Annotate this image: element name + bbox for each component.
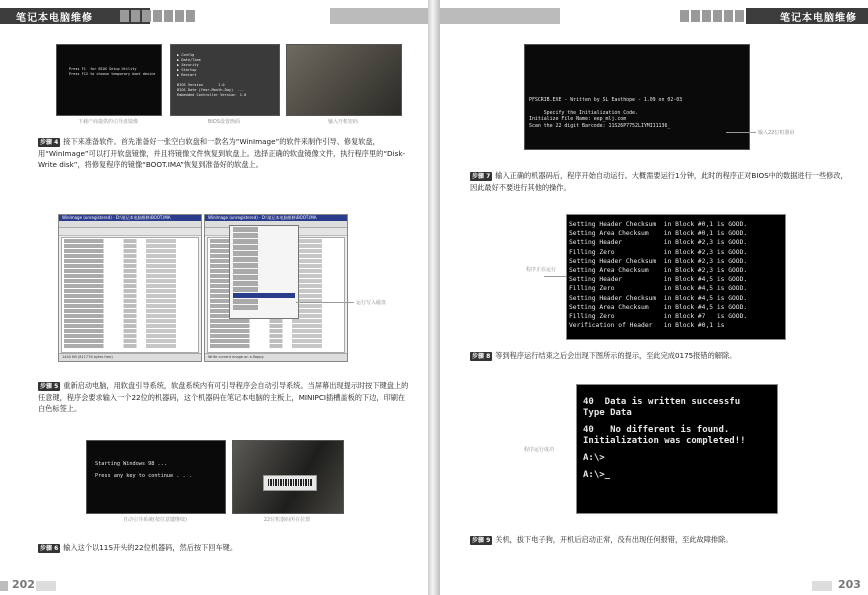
callout-input-line (726, 132, 756, 133)
step8-text: 等到程序运行结束之后会出现下图所示的提示，至此完成0175报错的解除。 (495, 351, 737, 360)
right-page-number: 203 (838, 578, 861, 591)
checksum-line: Filling Zero in Block #4,5 is GOOD. (569, 285, 748, 293)
callout-write-line (296, 302, 354, 303)
winimage-statusbar-1: 1440 KB (811776 bytes free) (59, 353, 201, 361)
winimage-filelist-1 (61, 237, 199, 353)
final-line: 40 No different is found. (583, 425, 730, 435)
checksum-screenshot (566, 214, 786, 340)
checksum-line: Filling Zero in Block #7 is GOOD. (569, 313, 748, 321)
dos-screen-text: Starting Windows 98 ... Press any key to continue . . . (95, 461, 192, 479)
step7-paragraph (470, 170, 848, 193)
final-screenshot (576, 384, 778, 514)
caption-password: 输入开机密码 (327, 119, 358, 125)
final-line: Type Data (583, 408, 632, 418)
caption-bios: BIOS设置画面 (207, 119, 240, 125)
winimage-menubar-1 (59, 221, 201, 228)
right-header-decoration (680, 10, 755, 22)
boot-screen-text: Press F1 for BIOS Setup Utility Press F12 to choose temporary boot device (69, 67, 156, 76)
right-header-title: 笔记本电脑维修 (780, 13, 857, 24)
password-photo (286, 44, 402, 116)
left-page-number: 202 (12, 578, 35, 591)
step9-paragraph (470, 534, 848, 546)
left-header-right-bar (330, 8, 428, 24)
checksum-line: Setting Area Checksum in Block #2,3 is GOOD. (569, 267, 748, 275)
step6-paragraph (38, 542, 410, 554)
winimage-window-2 (204, 214, 348, 362)
left-footer-bar-2 (36, 581, 56, 591)
caption-running: 程序正在运行 (526, 267, 557, 273)
dos-screenshot (86, 440, 226, 514)
step4-badge: 步骤 4 (40, 139, 59, 146)
final-line: 40 Data is written successfu (583, 397, 741, 407)
step7-text: 输入正确的机器码后，程序开始自动运行。大概需要运行1分钟，此时的程序正对BIOS中的数据进行一些修改，因此最好不要进行其他的操作。 (470, 171, 848, 192)
caption-board: 22位机器码所在位置 (263, 517, 311, 523)
book-spine (428, 0, 440, 595)
step4-paragraph (38, 136, 410, 171)
checksum-line: Setting Header Checksum in Block #0,1 is GOOD. (569, 221, 748, 228)
step5-text: 重新启动电脑，用软盘引导系统，软盘系统内有可引导程序会自动引导系统。当屏幕出现提示时按下键盘上的任意键，程序会要求输入一个22位的机器码，这个机器码在笔记本电脑的主板上，MINIPCI插槽盖板的下边，印刷在白色标签上。 (38, 381, 409, 413)
step8-badge: 步骤 8 (472, 353, 491, 360)
spec-screen-text: PFSCRIB.EXE - Written by SL Easthope - 1.09 on 02-03 Specify the Initialization Code. Initialize File Name: eep_mlj.com Scan the 22 digit Barcode: 11S26P7752LIYMI11136_ (529, 97, 683, 129)
winimage-titlebar-2: WinImage (unregistered) - D:\笔记本电脑维修\BOOT.IMA (205, 215, 347, 221)
bios-screen-text: ▶ Config ▶ Date/Time ▶ Security ▶ Startup ▶ Restart BIOS Version 1.0 BIOS Date (Year-Month-Day) ... Embedded Controller Version 1.0 (177, 53, 247, 97)
caption-boot: 下载产商提供的引导盘镜像 (77, 119, 138, 125)
barcode-label (263, 475, 317, 491)
step9-badge: 步骤 9 (472, 537, 491, 544)
checksum-line: Setting Area Checksum in Block #0,1 is GOOD. (569, 230, 748, 238)
final-lines (577, 385, 777, 481)
spec-screenshot (524, 44, 750, 150)
checksum-line: Filling Zero in Block #2,3 is GOOD. (569, 248, 748, 256)
left-header-decoration (120, 10, 195, 22)
final-line: A:\> (583, 453, 605, 463)
winimage-toolbar-1 (59, 228, 201, 236)
checksum-line: Verification of Header in Block #0,1 is (569, 322, 725, 330)
step6-text: 输入这个以11S开头的22位机器码，然后按下回车键。 (63, 543, 238, 552)
right-footer-bar-2 (812, 581, 832, 591)
step5-paragraph (38, 380, 410, 415)
disk-dropdown-menu (229, 225, 299, 319)
checksum-line: Setting Header Checksum in Block #2,3 is GOOD. (569, 257, 748, 265)
step7-badge: 步骤 7 (472, 173, 491, 180)
checksum-line: Setting Area Checksum in Block #4,5 is GOOD. (569, 303, 748, 311)
step5-badge: 步骤 5 (40, 383, 59, 390)
checksum-line: Setting Header Checksum in Block #4,5 is GOOD. (569, 294, 748, 302)
callout-write: 运行写入磁盘 (356, 300, 387, 306)
right-page (440, 0, 868, 595)
step9-text: 关机，拔下电子狗，开机后启动正常，没有出现任何报错，至此故障排除。 (495, 535, 733, 544)
caption-dos: 自动引导系统(按任意键继续) (123, 517, 187, 523)
step6-badge: 步骤 6 (40, 545, 59, 552)
final-line: A:\>_ (583, 470, 611, 480)
left-footer-bar (0, 581, 8, 591)
final-line: Initialization was completed!! (583, 436, 746, 446)
checksum-lines (567, 215, 785, 330)
bios-screenshot (170, 44, 280, 116)
right-header-left-bar (440, 8, 560, 24)
callout-running-line (544, 276, 566, 277)
write-disk-menu-item (233, 293, 295, 298)
step4-text: 接下来准备软件。首先准备好一张空白软盘和一款名为“WinImage”的软件来制作引导、修复软盘，用“WinImage”可以打开软盘镜像，并且将镜像文件恢复到软盘上。选择正确的软盘镜像文件，执行程序里的“Disk-Write disk”，将修复程序的镜像“BOOT.IMA”恢复到准备好的软盘上。 (38, 137, 406, 169)
callout-input: 输入22位机器码 (758, 130, 795, 136)
checksum-line: Setting Header in Block #4,5 is GOOD. (569, 276, 748, 284)
boot-screenshot (56, 44, 162, 116)
caption-done: 程序运行成功 (524, 447, 555, 453)
barcode-icon (268, 479, 312, 486)
step8-paragraph (470, 350, 848, 362)
winimage-statusbar-2: Write current image on a floppy (205, 353, 347, 361)
winimage-window-1 (58, 214, 202, 362)
left-header-title: 笔记本电脑维修 (16, 13, 93, 24)
motherboard-photo (232, 440, 344, 514)
left-page (0, 0, 428, 595)
checksum-line: Setting Header in Block #2,3 is GOOD. (569, 239, 748, 247)
winimage-titlebar-1: WinImage (unregistered) - D:\笔记本电脑维修\BOOT.IMA (59, 215, 201, 221)
